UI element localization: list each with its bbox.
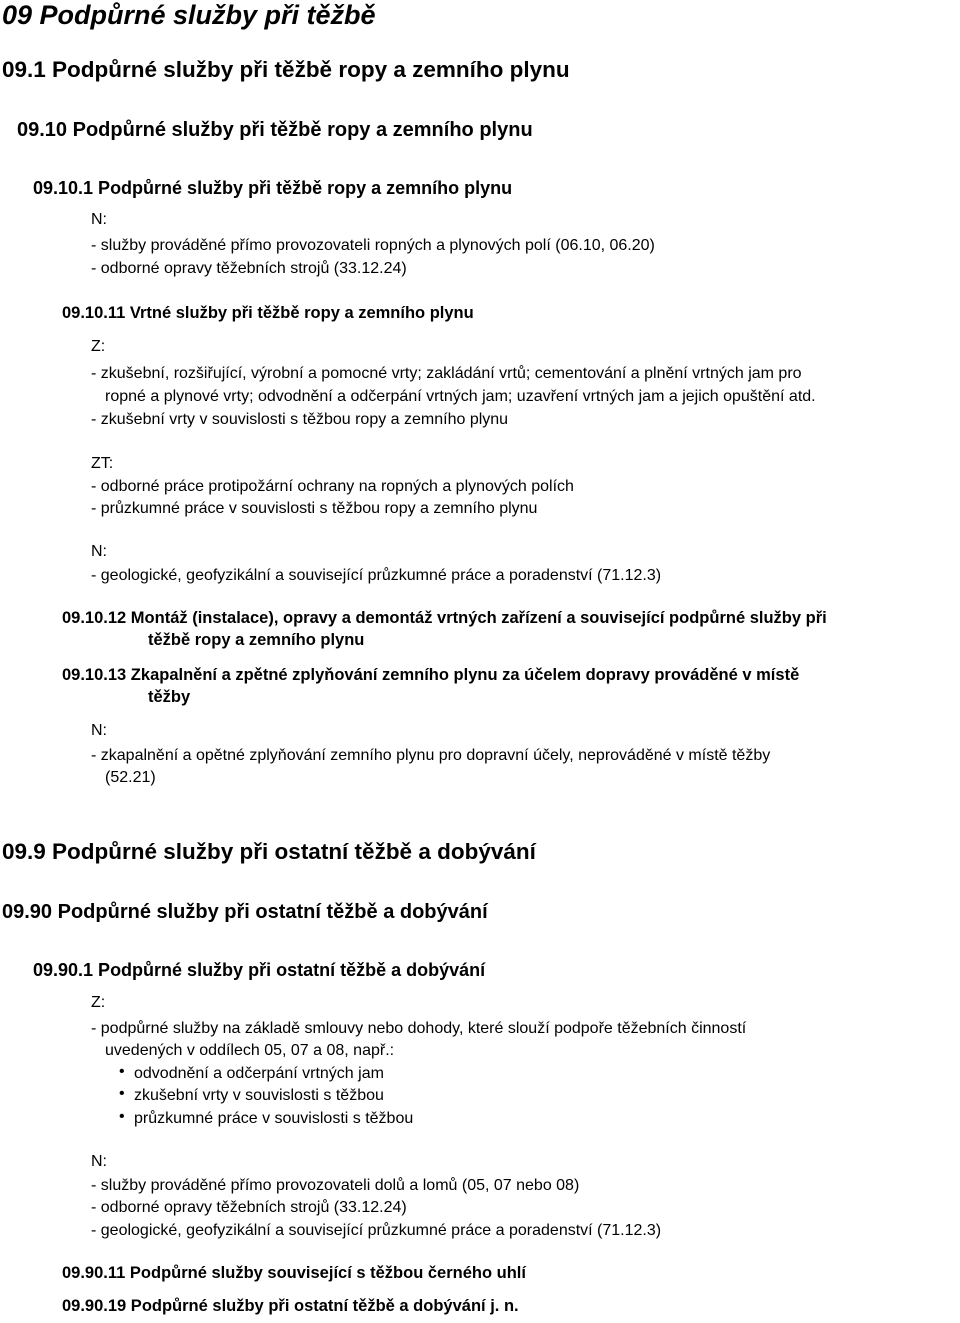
bullet-glyph: • [119,1108,125,1125]
label-n: N: [91,722,107,739]
bullet-item: zkušební vrty v souvislosti s těžbou [134,1087,384,1104]
list-item: - průzkumné práce v souvislosti s těžbou ropy a zemního plynu [91,500,538,517]
list-item: - zkapalnění a opětné zplyňování zemního plynu pro dopravní účely, neprováděné v místě těžby [91,747,771,764]
heading-09: 09 Podpůrné služby při těžbě [2,0,376,30]
bullet-item: průzkumné práce v souvislosti s těžbou [134,1110,414,1127]
bullet-glyph: • [119,1085,125,1102]
list-item: - odborné opravy těžebních strojů (33.12.24) [91,260,407,277]
list-item-continuation: uvedených v oddílech 05, 07 a 08, např.: [105,1042,395,1059]
label-zt: ZT: [91,455,114,472]
list-item-continuation: ropné a plynové vrty; odvodnění a odčerpání vrtných jam; uzavření vrtných jam a jejich opuštění atd. [105,388,816,405]
label-n: N: [91,1153,107,1170]
list-item: - zkušební vrty v souvislosti s těžbou ropy a zemního plynu [91,411,509,428]
heading-09-10-12-continuation: těžbě ropy a zemního plynu [148,631,365,649]
list-item: - geologické, geofyzikální a související průzkumné práce a poradenství (71.12.3) [91,567,662,584]
bullet-item: odvodnění a odčerpání vrtných jam [134,1065,384,1082]
list-item: - služby prováděné přímo provozovateli ropných a plynových polí (06.10, 06.20) [91,237,655,254]
heading-09-10-11: 09.10.11 Vrtné služby při těžbě ropy a zemního plynu [62,304,474,322]
heading-09-90-19: 09.90.19 Podpůrné služby při ostatní těžbě a dobývání j. n. [62,1297,519,1315]
list-item-continuation: (52.21) [105,769,156,786]
heading-09-10-12: 09.10.12 Montáž (instalace), opravy a demontáž vrtných zařízení a související podpůrné služby při [62,609,827,627]
bullet-glyph: • [119,1063,125,1080]
heading-09-10-1: 09.10.1 Podpůrné služby při těžbě ropy a zemního plynu [33,178,513,198]
heading-09-10-13-continuation: těžby [148,688,191,706]
heading-09-9: 09.9 Podpůrné služby při ostatní těžbě a dobývání [2,839,536,864]
heading-09-10-13: 09.10.13 Zkapalnění a zpětné zplyňování zemního plynu za účelem dopravy prováděné v místě [62,666,800,684]
list-item: - zkušební, rozšiřující, výrobní a pomocné vrty; zakládání vrtů; cementování a plnění vrtných jam pro [91,365,802,382]
label-n: N: [91,211,107,228]
list-item: - odborné práce protipožární ochrany na ropných a plynových polích [91,478,574,495]
list-item: - geologické, geofyzikální a související průzkumné práce a poradenství (71.12.3) [91,1222,662,1239]
list-item: - služby prováděné přímo provozovateli dolů a lomů (05, 07 nebo 08) [91,1177,580,1194]
heading-09-10: 09.10 Podpůrné služby při těžbě ropy a zemního plynu [17,119,533,141]
label-z: Z: [91,994,106,1011]
label-n: N: [91,543,107,560]
list-item: - podpůrné služby na základě smlouvy nebo dohody, které slouží podpoře těžebních činností [91,1020,747,1037]
heading-09-90: 09.90 Podpůrné služby při ostatní těžbě a dobývání [2,901,488,923]
list-item: - odborné opravy těžebních strojů (33.12.24) [91,1199,407,1216]
heading-09-90-11: 09.90.11 Podpůrné služby související s těžbou černého uhlí [62,1264,526,1282]
heading-09-1: 09.1 Podpůrné služby při těžbě ropy a zemního plynu [2,57,570,82]
heading-09-90-1: 09.90.1 Podpůrné služby při ostatní těžbě a dobývání [33,960,486,980]
label-z: Z: [91,338,106,355]
